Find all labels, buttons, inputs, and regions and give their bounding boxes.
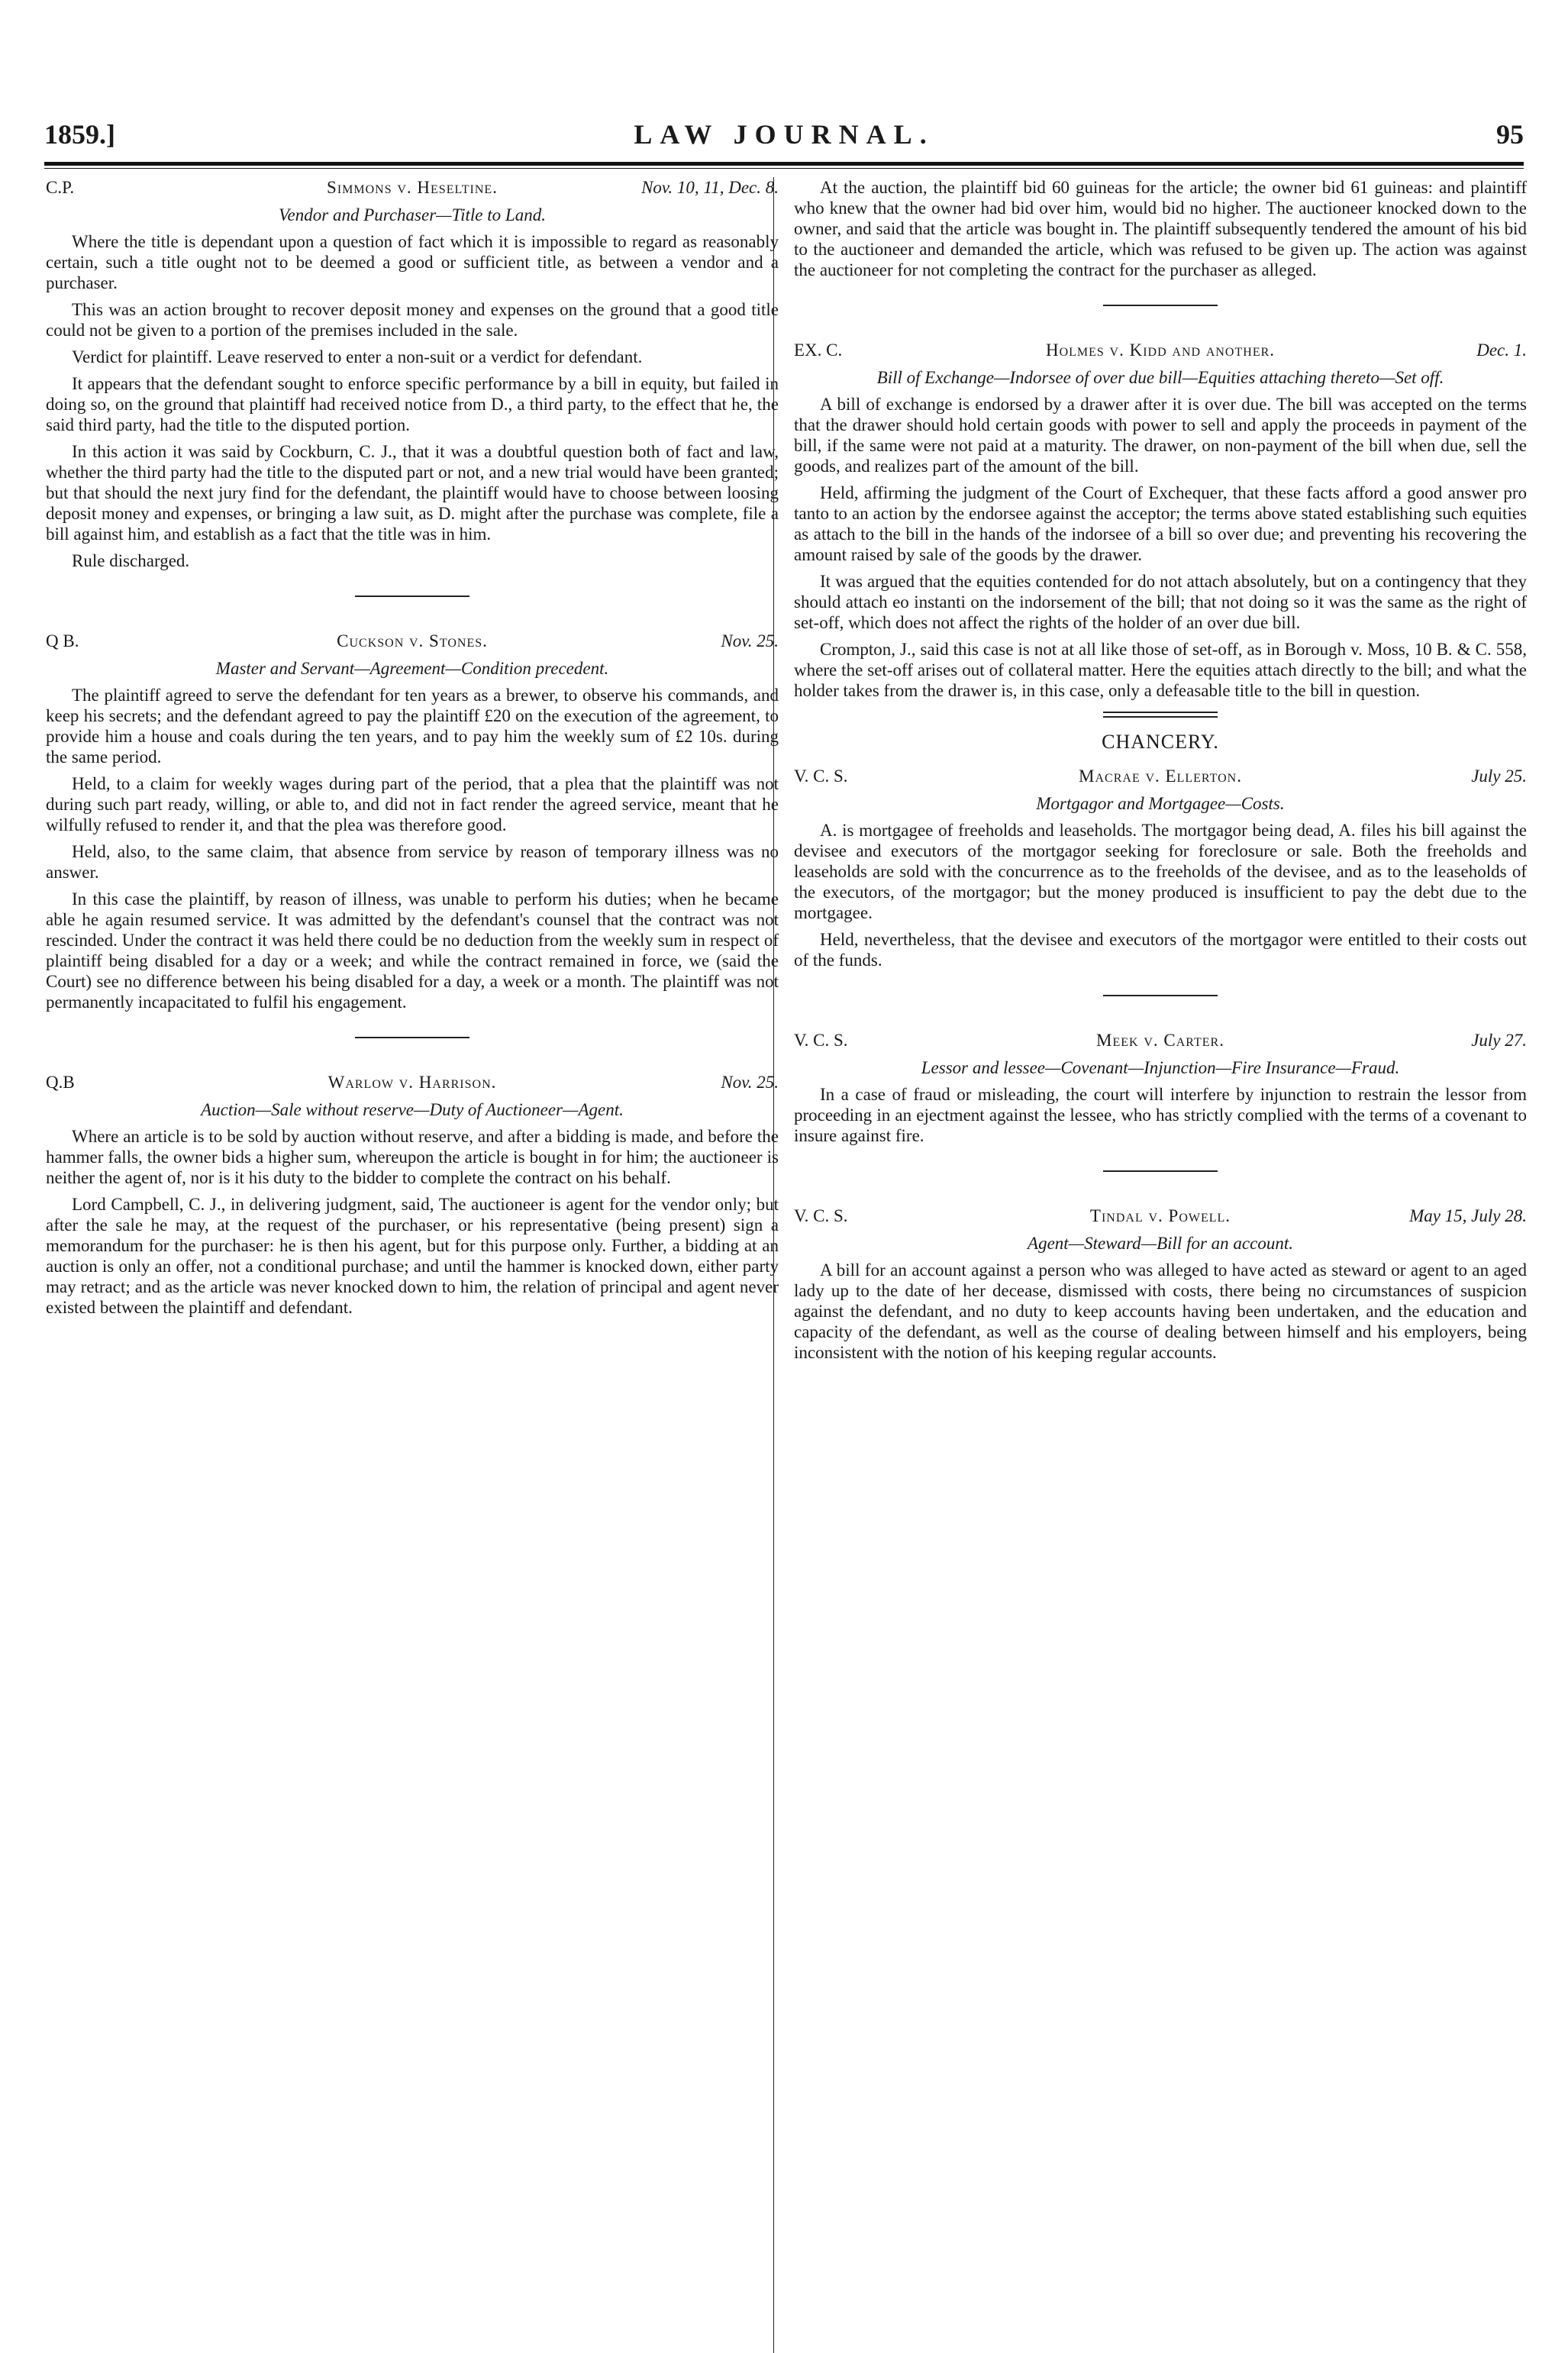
case-paragraph: Held, also, to the same claim, that absence from service by reason of temporary illness was no answer.: [46, 842, 779, 882]
case-heading: [794, 1030, 1527, 1054]
header-title: LAW JOURNAL.: [634, 119, 934, 150]
case-heading: [794, 766, 1527, 790]
page-header: [44, 118, 1524, 158]
header-year: 1859.]: [44, 119, 115, 150]
case-paragraph: Held, affirming the judgment of the Court of Exchequer, that these facts afford a good answer pro tanto to an action by the endorsee against the acceptor; the terms above stated establishing such equities as attach to the bill in the hands of the indorsee of a bill so over due; and preventing his recovering the amount raised by sale of the goods by the drawer.: [794, 483, 1527, 564]
case-topic: Agent—Steward—Bill for an account.: [1028, 1234, 1293, 1253]
double-separator-bottom: [1103, 716, 1218, 718]
case-paragraph: Where an article is to be sold by auction without reserve, and after a bidding is made, and before the hammer falls, the owner bids a higher sum, whereupon the article is bought in for him; the auctioneer is neither the agent of, nor is it his duty to the bidder to complete the contract on his behalf.: [46, 1127, 779, 1187]
case-date: Dec. 1.: [1476, 341, 1527, 360]
case-date: Nov. 25.: [721, 1073, 779, 1092]
case-paragraph: Rule discharged.: [72, 551, 190, 570]
case-paragraph: In this action it was said by Cockburn, C. J., that it was a doubtful question both of fact and law, whether the third party had the title to the disputed part or not, and a new trial would have been granted; but that should the next jury find for the defendant, the plaintiff would have to choose between loosing deposit money and expenses, or bringing a law suit, as D. might after the purchase was complete, file a bill against him, and establish as a fact that the title was in him.: [46, 442, 779, 544]
case-date: Nov. 25.: [721, 631, 779, 650]
case-macrae-ellerton: [794, 766, 1527, 970]
case-name: Meek v. Carter.: [1096, 1031, 1224, 1050]
case-heading: [46, 631, 779, 655]
case-name: Cuckson v. Stones.: [337, 631, 488, 650]
case-name: Simmons v. Heseltine.: [327, 178, 498, 197]
case-date: July 25.: [1471, 767, 1527, 786]
header-rule-thin: [44, 168, 1524, 169]
case-court: C.P.: [46, 178, 75, 197]
case-tindal-powell: [794, 1206, 1527, 1363]
case-heading: [46, 177, 779, 202]
case-heading: [794, 340, 1527, 364]
section-title-chancery: CHANCERY.: [1102, 731, 1219, 753]
header-rule-thick: [44, 162, 1524, 166]
continued-paragraph: At the auction, the plaintiff bid 60 guineas for the article; the owner bid 61 guineas: and plaintiff who knew that the owner had bid over him, would bid no higher. The auctioneer knocked down to the owner, and said that the article was bought in. The plaintiff subsequently tendered the amount of his bid to the auctioneer and demanded the article, which was refused to be given up. The action was against the auctioneer for not completing the contract for the purchaser as alleged.: [794, 178, 1527, 279]
case-paragraph: Held, nevertheless, that the devisee and executors of the mortgagor were entitled to their costs out of the funds.: [794, 930, 1527, 970]
case-meek-carter: [794, 1030, 1527, 1146]
case-separator: [355, 1037, 469, 1038]
case-paragraph: A. is mortgagee of freeholds and leaseholds. The mortgagor being dead, A. files his bill against the devisee and executors of the mortgagor seeking for foreclosure or sale. Both the freeholds and leaseholds are sold with the concurrence as to the freeholds of the devisee, and as to the leaseholds of the executors, of the mortgagor; but the money produced is insufficient to pay the debt due to the mortgagee.: [794, 821, 1527, 922]
case-court: EX. C.: [794, 341, 843, 360]
case-holmes-kidd: [794, 340, 1527, 701]
case-paragraph: In a case of fraud or misleading, the court will interfere by injunction to restrain the lessor from proceeding in an ejectment against the lessee, who has strictly complied with the terms of a covenant to insure against fire.: [794, 1085, 1527, 1145]
case-heading: [46, 1072, 779, 1096]
case-paragraph: It was argued that the equities contended for do not attach absolutely, but on a contingency that they should attach eo instanti on the indorsement of the bill; that not doing so it was the same as the right of set-off, which does not affect the rights of the holder of an over due bill.: [794, 572, 1527, 632]
case-paragraph: Where the title is dependant upon a question of fact which it is impossible to regard as reasonably certain, such a title ought not to be deemed a good or sufficient title, as between a vendor and a purchaser.: [46, 232, 779, 292]
case-name: Tindal v. Powell.: [1089, 1206, 1231, 1225]
case-paragraph: A bill for an account against a person who was alleged to have acted as steward or agent to an aged lady up to the date of her decease, dismissed with costs, there being no circumstances of suspicion against the defendant, and no duty to keep accounts having been undertaken, and the education and capacity of the defendant, as well as the course of dealing between himself and his employers, being inconsistent with the notion of his keeping regular accounts.: [794, 1260, 1527, 1362]
case-separator: [1103, 995, 1218, 996]
right-column: [794, 177, 1527, 1369]
case-court: V. C. S.: [794, 1031, 848, 1050]
case-name: Holmes v. Kidd and another.: [1045, 341, 1276, 360]
case-simmons-heseltine: [46, 177, 779, 571]
case-separator: [1103, 305, 1218, 306]
case-court: Q B.: [46, 631, 79, 650]
case-paragraph: Lord Campbell, C. J., in delivering judgment, said, The auctioneer is agent for the vendor only; but after the sale he may, at the request of the purchaser, or his representative (being present) sign a memorandum for the purchaser: he is then his agent, but for this purpose only. Further, a bidding at an auction is only an offer, not a conditional purchase; and until the hammer is knocked down, either party may retract; and as the article was never knocked down to him, the relation of principal and agent never existed between the plaintiff and defendant.: [46, 1195, 779, 1317]
case-date: July 27.: [1471, 1031, 1527, 1050]
case-paragraph: Verdict for plaintiff. Leave reserved to enter a non-suit or a verdict for defendant.: [72, 347, 643, 366]
case-heading: [794, 1206, 1527, 1230]
case-paragraph: In this case the plaintiff, by reason of illness, was unable to perform his duties; when he became able he again resumed service. It was admitted by the defendant's counsel that the contract was not rescinded. Under the contract it was held there could be no deduction from the weekly sum in respect of plaintiff being disabled for a day or a week; and while the contract remained in force, we (said the Court) see no difference between his being disabled for a day, a week or a month. The plaintiff was not permanently incapacitated to fulfil his engagement.: [46, 889, 779, 1012]
case-topic: Vendor and Purchaser—Title to Land.: [279, 205, 546, 224]
case-topic: Lessor and lessee—Covenant—Injunction—Fire Insurance—Fraud.: [921, 1058, 1400, 1077]
header-page-number: 95: [1496, 119, 1524, 150]
case-paragraph: This was an action brought to recover deposit money and expenses on the ground that a good title could not be given to a portion of the premises included in the sale.: [46, 300, 779, 340]
double-separator-top: [1103, 712, 1218, 713]
case-separator: [355, 596, 469, 597]
case-paragraph: The plaintiff agreed to serve the defendant for ten years as a brewer, to observe his commands, and keep his secrets; and the defendant agreed to pay the plaintiff £20 on the execution of the agreement, to provide him a house and coals during the ten years, and to pay him the weekly sum of £2 10s. during the same period.: [46, 686, 779, 767]
case-date: May 15, July 28.: [1409, 1206, 1527, 1225]
case-paragraph: Held, to a claim for weekly wages during part of the period, that a plea that the plaintiff was not during such part ready, willing, or able to, and did not in fact render the agreed service, meant that he wilfully refused to render it, and that the plea was therefore good.: [46, 774, 779, 834]
case-date: Nov. 10, 11, Dec. 8.: [641, 178, 779, 197]
case-name: Warlow v. Harrison.: [327, 1073, 497, 1092]
case-paragraph: A bill of exchange is endorsed by a drawer after it is over due. The bill was accepted on the terms that the drawer should hold certain goods with power to sell and apply the proceeds in payment of the bill, if the same were not paid at a maturity. The drawer, on non-payment of the bill when due, sell the goods, and realizes part of the amount of the bill.: [794, 395, 1527, 476]
case-court: Q.B: [46, 1073, 75, 1092]
case-topic: Master and Servant—Agreement—Condition precedent.: [215, 659, 609, 678]
case-topic: Auction—Sale without reserve—Duty of Auctioneer—Agent.: [201, 1100, 624, 1119]
case-paragraph: It appears that the defendant sought to enforce specific performance by a bill in equity, but failed in doing so, on the ground that plaintiff had received notice from D., a third party, to the effect that he, the said third party, had the title to the disputed portion.: [46, 374, 779, 434]
case-court: V. C. S.: [794, 1206, 848, 1225]
case-court: V. C. S.: [794, 767, 848, 786]
left-column: [46, 177, 779, 1324]
case-topic: Bill of Exchange—Indorsee of over due bill—Equities attaching thereto—Set off.: [876, 368, 1444, 387]
case-topic: Mortgagor and Mortgagee—Costs.: [1036, 794, 1285, 813]
case-cuckson-stones: [46, 631, 779, 1012]
case-paragraph: Crompton, J., said this case is not at all like those of set-off, as in Borough v. Moss, 10 B. & C. 558, where the set-off arises out of collateral matter. Here the equities attach directly to the bill; and what the holder takes from the drawer is, in this case, only a defeasable title to the bill in question.: [794, 640, 1527, 700]
case-separator: [1103, 1170, 1218, 1172]
case-name: Macrae v. Ellerton.: [1079, 767, 1242, 786]
case-warlow-harrison: [46, 1072, 779, 1318]
